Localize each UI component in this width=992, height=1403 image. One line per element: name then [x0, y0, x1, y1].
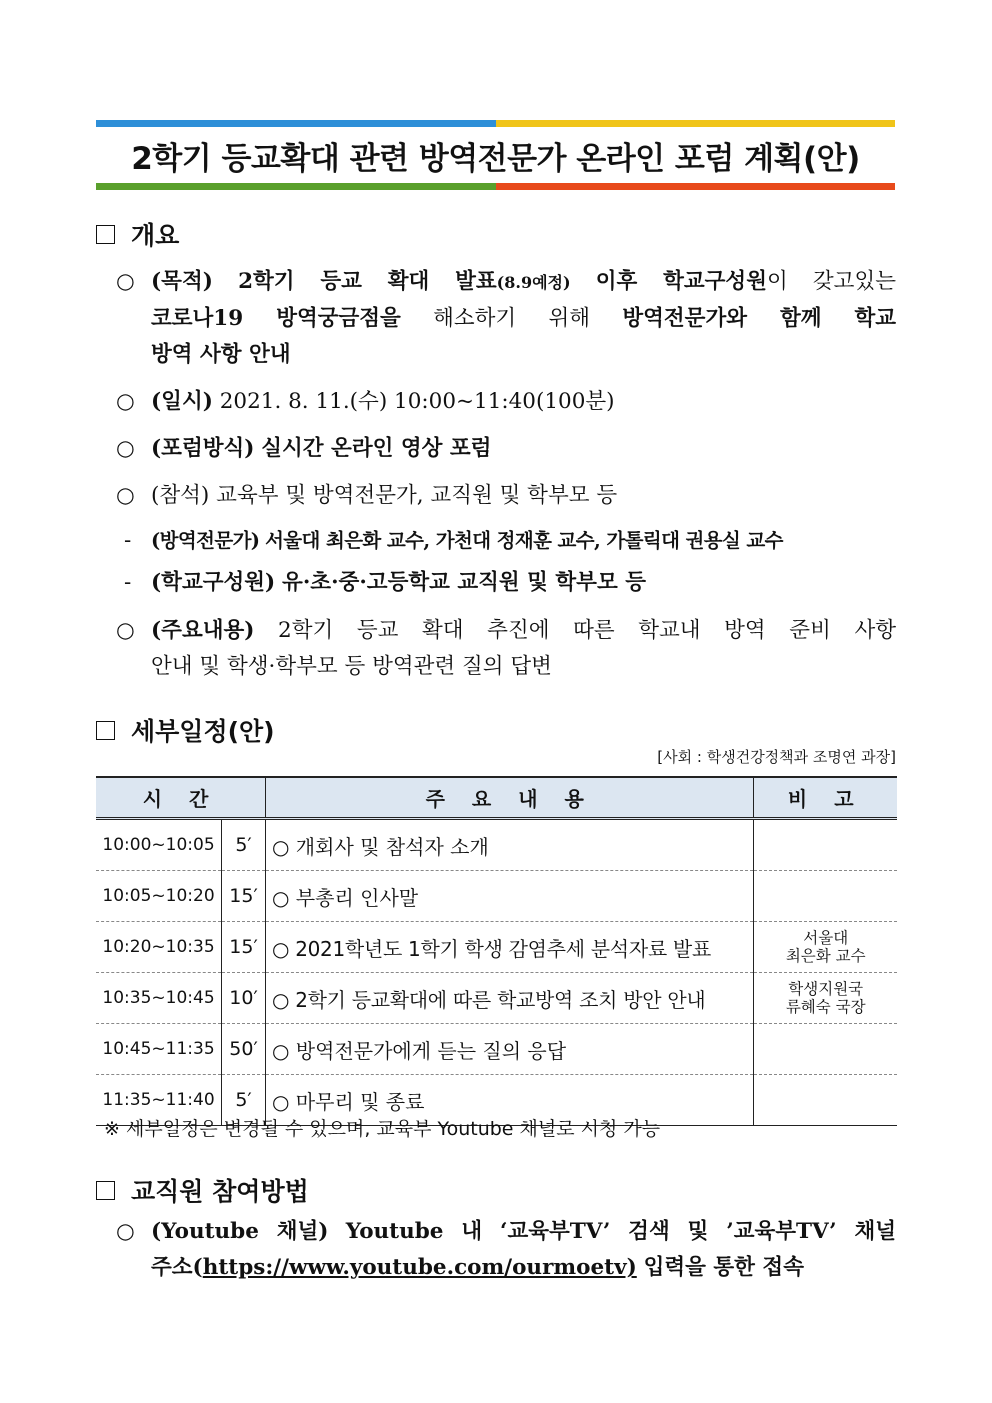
- method-bullet: ○ (포럼방식) 실시간 온라인 영상 포럼: [116, 431, 896, 467]
- header-content: 주 요 내 용: [266, 777, 754, 819]
- title-banner: [96, 120, 895, 190]
- checkbox-square-icon: [96, 721, 115, 740]
- experts-subitem: - (방역전문가) 서울대 최은화 교수, 가천대 정재훈 교수, 가톨릭대 권용실 교수: [124, 528, 783, 553]
- table-row: 10:00~10:05 5′ ○ 개회사 및 참석자 소개: [96, 819, 897, 871]
- schedule-footnote: ※ 세부일정은 변경될 수 있으며, 교육부 Youtube 채널로 시청 가능: [104, 1118, 661, 1140]
- table-row: 10:45~11:35 50′ ○ 방역전문가에게 듣는 질의 응답: [96, 1024, 897, 1075]
- attendees-bullet: ○ (참석) 교육부 및 방역전문가, 교직원 및 학부모 등: [116, 478, 896, 514]
- circle-bullet-icon: ○: [116, 1219, 135, 1244]
- circle-bullet-icon: ○: [116, 269, 135, 294]
- moderator-note: [사회 : 학생건강정책과 조명연 과장]: [657, 748, 896, 766]
- circle-bullet-icon: ○: [116, 436, 135, 461]
- checkbox-square-icon: [96, 225, 115, 244]
- header-time: 시 간: [96, 777, 266, 819]
- section-schedule-title: 세부일정(안): [131, 717, 275, 746]
- section-participation: [96, 1172, 309, 1208]
- table-row: 10:20~10:35 15′ ○ 2021학년도 1학기 학생 감염추세 분석자료 발표 서울대 최은화 교수: [96, 922, 897, 973]
- header-note: 비 고: [754, 777, 897, 819]
- table-row: 10:05~10:20 15′ ○ 부총리 인사말: [96, 871, 897, 922]
- circle-bullet-icon: ○: [116, 389, 135, 414]
- table-row: 10:35~10:45 10′ ○ 2학기 등교확대에 따른 학교방역 조치 방안 안내 학생지원국 류혜숙 국장: [96, 973, 897, 1024]
- title-top-bar: [96, 120, 895, 127]
- date-bullet: ○ (일시) 2021. 8. 11.(수) 10:00~11:40(100분): [116, 384, 896, 420]
- circle-bullet-icon: ○: [116, 618, 135, 643]
- youtube-channel-link[interactable]: https://www.youtube.com/ourmoetv): [202, 1255, 637, 1280]
- content-bullet: ○ (주요내용) 2학기 등교 확대 추진에 따른 학교내 방역 준비 사항 안내 및 학생·학부모 등 방역관련 질의 답변: [116, 613, 896, 685]
- page-title: 2학기 등교확대 관련 방역전문가 온라인 포럼 계획(안): [131, 140, 860, 177]
- schedule-table: [96, 776, 897, 1126]
- section-schedule: [96, 712, 275, 748]
- section-overview-title: 개요: [131, 221, 180, 250]
- section-participation-title: 교직원 참여방법: [131, 1177, 309, 1206]
- checkbox-square-icon: [96, 1181, 115, 1200]
- section-overview: [96, 216, 179, 252]
- members-subitem: - (학교구성원) 유·초·중·고등학교 교직원 및 학부모 등: [124, 570, 646, 595]
- circle-bullet-icon: ○: [116, 483, 135, 508]
- table-row: 11:35~11:40 5′ ○ 마무리 및 종료: [96, 1075, 897, 1126]
- youtube-bullet: ○ (Youtube 채널) Youtube 내 ‘교육부TV’ 검색 및 ’교육부TV’ 채널 주소(https://www.youtube.com/ourmoetv) 입력을 통한 접속: [116, 1214, 896, 1286]
- purpose-bullet: ○ (목적) 2학기 등교 확대 발표(8.9예정) 이후 학교구성원이 갖고있는 코로나19 방역궁금점을 해소하기 위해 방역전문가와 함께 학교 방역 사항 안내: [116, 264, 896, 373]
- title-bottom-bar: [96, 183, 895, 190]
